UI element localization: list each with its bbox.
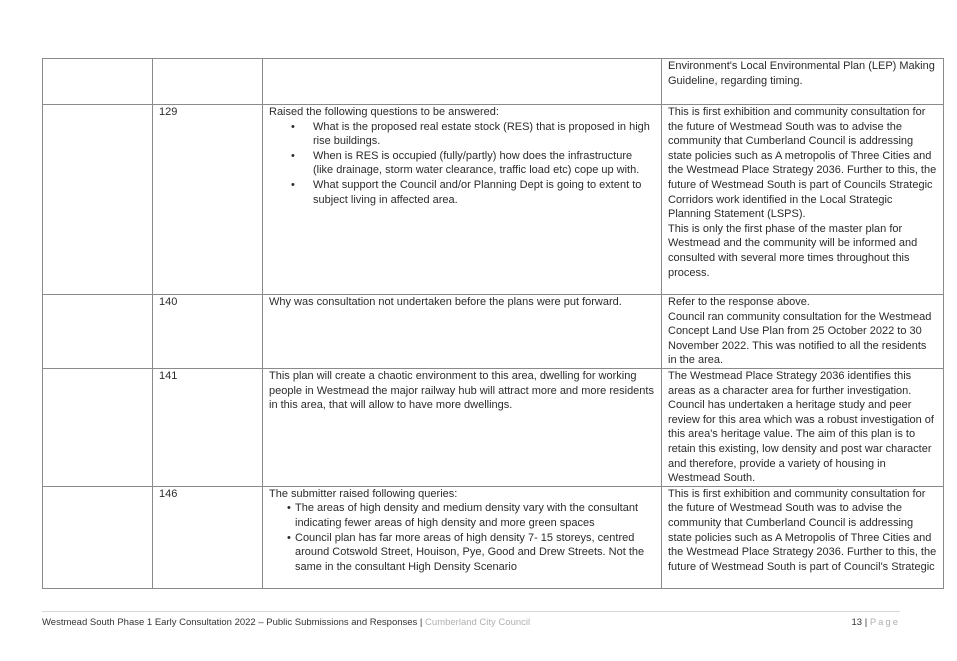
submission-id: 141 — [153, 368, 263, 486]
response-cell — [662, 368, 944, 486]
query-cell — [263, 295, 662, 369]
list-item: • What is the proposed real estate stock (RES) that is proposed in high rise buildings. — [313, 120, 655, 149]
response-text: Environment's Local Environmental Plan (LEP) Making Guideline, regarding timing. — [668, 60, 935, 87]
response-text: The Westmead Place Strategy 2036 identifies this areas as a character area for further investigation. Council has undertaken a heritage study and peer review for this area which was a robust investigation of this area's heritage value. The aim of this plan is to retain this existing, low density and post war character and therefore, provide a variety of housing in Westmead South. — [668, 369, 934, 485]
table-row — [43, 368, 944, 486]
page-number-value: 13 | — [851, 617, 870, 628]
response-text: This is first exhibition and community consultation for the future of Westmead South was to advise the community that Cumberland Council is addressing state policies such as A metropolis of Three Cities and the Westmead Place Strategy 2036. Further to this, the future of Westmead South is part of Councils Strategic Corridors work identified in the Local Strategic Planning Statement (LSPS). — [668, 106, 937, 221]
submission-id — [153, 59, 263, 105]
query-list — [269, 120, 655, 208]
list-item: • When is RES is occupied (fully/partly) how does the infrastructure (like drainage, storm water clearance, traffic load etc) cope up with. — [313, 149, 655, 178]
footer-org: Cumberland City Council — [425, 617, 531, 628]
list-item: • Council plan has far more areas of high density 7- 15 storeys, centred around Cotswold Street, Houison, Pye, Good and Drew Streets. Not the same in the consultant High Density Scenario — [295, 531, 655, 575]
footer-divider — [42, 611, 900, 612]
submission-id: 140 — [153, 295, 263, 369]
submissions-table — [42, 58, 944, 589]
table-row — [43, 105, 944, 295]
response-cell — [662, 59, 944, 105]
query-text: Why was consultation not undertaken before the plans were put forward. — [269, 296, 622, 308]
page-footer — [42, 617, 900, 628]
blank-cell — [43, 486, 153, 588]
response-text: Council ran community consultation for the Westmead Concept Land Use Plan from 25 October 2022 to 30 November 2022. This was notified to all the residents in the area. — [668, 310, 932, 367]
page-label: Page — [869, 617, 900, 628]
query-cell — [263, 486, 662, 588]
query-intro: The submitter raised following queries: — [269, 487, 458, 500]
response-text: This is only the first phase of the master plan for Westmead and the community will be informed and consulted with several more times throughout this process. — [668, 222, 918, 279]
table-row — [43, 59, 944, 105]
footer-doc-title: Westmead South Phase 1 Early Consultation 2022 – Public Submissions and Responses | — [42, 617, 426, 628]
blank-cell — [43, 59, 153, 105]
query-text: This plan will create a chaotic environment to this area, dwelling for working people in Westmead the major railway hub will attract more and more residents in this area, that will allow to have more dwellings. — [269, 369, 654, 412]
response-cell — [662, 105, 944, 295]
table-row — [43, 486, 944, 588]
response-cell — [662, 295, 944, 369]
query-list — [269, 501, 655, 574]
submission-id: 146 — [153, 486, 263, 588]
blank-cell — [43, 295, 153, 369]
response-text: Refer to the response above. — [668, 296, 810, 308]
list-item: • What support the Council and/or Planning Dept is going to extent to subject living in affected area. — [313, 178, 655, 207]
response-text: This is first exhibition and community consultation for the future of Westmead South was to advise the community that Cumberland Council is addressing state policies such as A Metropolis of Three Cities and the Westmead Place Strategy 2036. Further to this, the future of Westmead South is part of Council's Strategic — [668, 487, 937, 573]
blank-cell — [43, 105, 153, 295]
query-cell — [263, 105, 662, 295]
query-cell — [263, 368, 662, 486]
table-row — [43, 295, 944, 369]
query-cell — [263, 59, 662, 105]
page-number — [851, 617, 900, 628]
query-intro: Raised the following questions to be answered: — [269, 106, 499, 118]
submission-id: 129 — [153, 105, 263, 295]
list-item: • The areas of high density and medium density vary with the consultant indicating fewer areas of high density and more green spaces — [295, 501, 655, 530]
response-cell — [662, 486, 944, 588]
blank-cell — [43, 368, 153, 486]
